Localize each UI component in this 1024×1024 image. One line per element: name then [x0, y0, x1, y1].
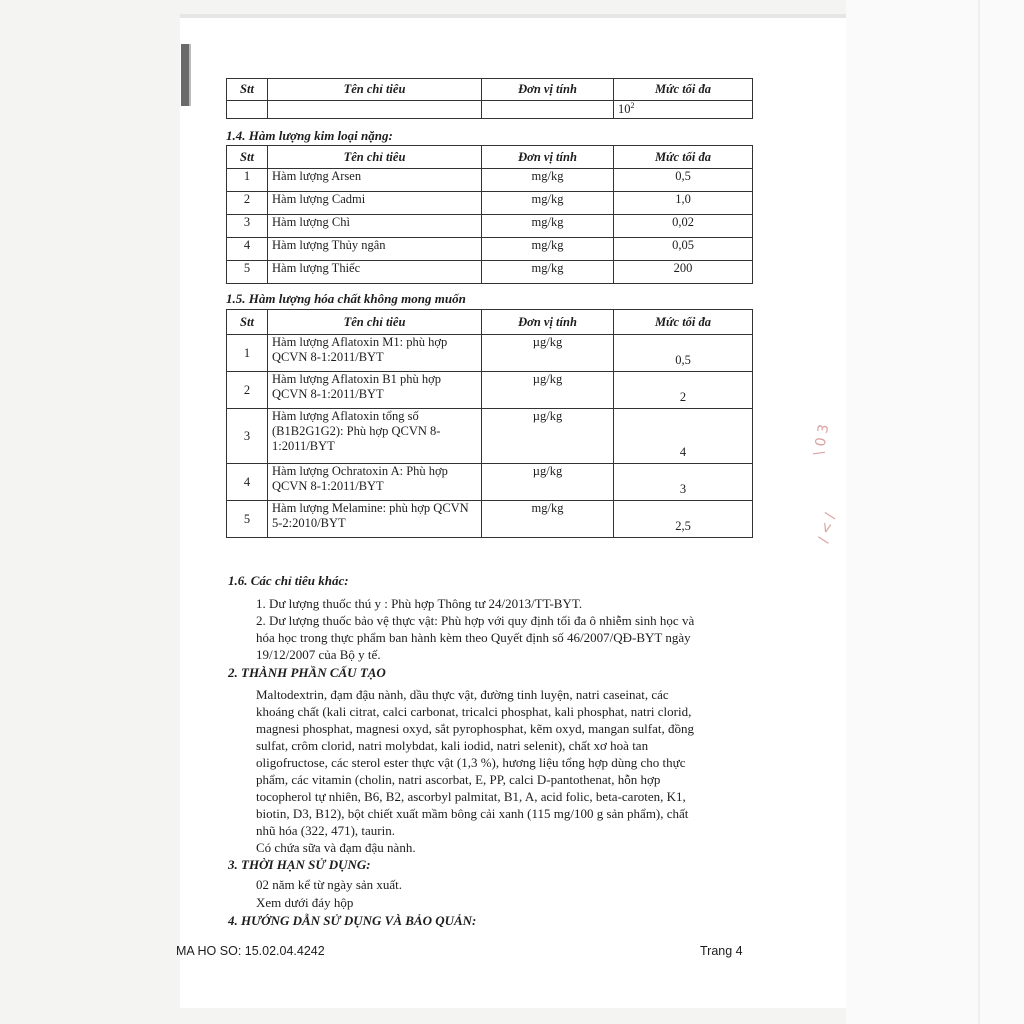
cell-max: 2,5 [614, 501, 753, 538]
cell-unit [482, 101, 614, 119]
cell-stt: 2 [227, 192, 268, 215]
cell-unit: mg/kg [482, 169, 614, 192]
header-unit: Đơn vị tính [482, 310, 614, 335]
table-row [227, 192, 753, 215]
cell-name: Hàm lượng Thiếc [268, 261, 482, 284]
other-criteria-item-2-line-3: 19/12/2007 của Bộ y tế. [256, 647, 381, 662]
cell-name: Hàm lượng Thủy ngân [268, 238, 482, 261]
scan-edge-line [978, 0, 980, 1024]
shelf-life-line-1: 02 năm kể từ ngày sản xuất. [256, 877, 403, 892]
cell-name: Hàm lượng Melamine: phù hợp QCVN 5-2:2010/BYT [268, 501, 482, 538]
cell-stt [227, 101, 268, 119]
page-number: Trang 4 [700, 944, 743, 958]
header-name: Tên chỉ tiêu [268, 79, 482, 101]
section-4-heading: 4. HƯỚNG DẪN SỬ DỤNG VÀ BẢO QUẢN: [228, 913, 477, 928]
cell-max: 2 [614, 372, 753, 409]
cell-name: Hàm lượng Chì [268, 215, 482, 238]
section-1-6-heading: 1.6. Các chỉ tiêu khác: [228, 573, 349, 588]
cell-stt: 3 [227, 215, 268, 238]
composition-line: tocopherol tự nhiên, B6, B2, ascorbyl palmitat, B1, A, acid folic, beta-caroten, K1, [256, 789, 686, 804]
cell-unit: mg/kg [482, 192, 614, 215]
header-stt: Stt [227, 310, 268, 335]
composition-line: oligofructose, các sterol ester thực vật (1,3 %), hương liệu tổng hợp dùng cho thực [256, 755, 686, 770]
table-row [227, 372, 753, 409]
composition-line: khoáng chất (kali citrat, calci carbonat, tricalci phosphat, kali phosphat, natri clorid, [256, 704, 692, 719]
cell-stt: 4 [227, 464, 268, 501]
cell-name: Hàm lượng Cadmi [268, 192, 482, 215]
composition-line: nhũ hóa (322, 471), taurin. [256, 823, 396, 838]
cell-stt: 1 [227, 335, 268, 372]
microbiology-table-continuation [226, 78, 753, 119]
cell-stt: 5 [227, 261, 268, 284]
table-row [227, 169, 753, 192]
heavy-metals-table [226, 145, 753, 284]
cell-stt: 4 [227, 238, 268, 261]
composition-line: Có chứa sữa và đạm đậu nành. [256, 840, 416, 855]
cell-max: 4 [614, 409, 753, 464]
binder-mark [181, 44, 189, 106]
cell-unit: µg/kg [482, 335, 614, 372]
scan-margin [846, 0, 1024, 1024]
cell-unit: µg/kg [482, 409, 614, 464]
cell-unit: mg/kg [482, 501, 614, 538]
table-row [227, 409, 753, 464]
cell-unit: µg/kg [482, 372, 614, 409]
section-1-4-heading: 1.4. Hàm lượng kim loại nặng: [226, 128, 393, 143]
cell-max [614, 101, 753, 119]
header-stt: Stt [227, 146, 268, 169]
cell-stt: 5 [227, 501, 268, 538]
cell-unit: mg/kg [482, 215, 614, 238]
composition-line: magnesi phosphat, magnesi oxyd, sắt pyrophosphat, kẽm oxyd, mangan sulfat, đồng [256, 721, 694, 736]
red-stamp-mark: \ 0 3 [811, 423, 833, 457]
cell-name: Hàm lượng Aflatoxin tổng số (B1B2G1G2): Phù hợp QCVN 8-1:2011/BYT [268, 409, 482, 464]
table-row [227, 501, 753, 538]
shelf-life-line-2: Xem dưới đáy hộp [256, 895, 354, 910]
header-unit: Đơn vị tính [482, 79, 614, 101]
cell-unit: µg/kg [482, 464, 614, 501]
red-stamp-mark-2: / < / [815, 511, 839, 545]
binder-mark-edge [189, 44, 191, 106]
table-row [227, 238, 753, 261]
cell-unit: mg/kg [482, 238, 614, 261]
cell-name [268, 101, 482, 119]
cell-name: Hàm lượng Aflatoxin B1 phù hợp QCVN 8-1:2011/BYT [268, 372, 482, 409]
cell-stt: 3 [227, 409, 268, 464]
composition-line: biotin, D3, B12), bột chiết xuất mầm bông cải xanh (115 mg/100 g sản phẩm), chất [256, 806, 689, 821]
composition-paragraph [256, 686, 694, 856]
header-max: Mức tối đa [614, 146, 753, 169]
table-row [227, 335, 753, 372]
header-max: Mức tối đa [614, 79, 753, 101]
composition-line: sulfat, crôm clorid, natri molybdat, kali iodid, natri selenit), chất xơ hoà tan [256, 738, 649, 753]
composition-line: Maltodextrin, đạm đậu nành, dầu thực vật, đường tinh luyện, natri caseinat, các [256, 687, 669, 702]
cell-stt: 1 [227, 169, 268, 192]
header-name: Tên chỉ tiêu [268, 310, 482, 335]
composition-line: phẩm, các vitamin (cholin, natri ascorbat, E, PP, calci D-pantothenat, hỗn hợp [256, 772, 661, 787]
table-row [227, 464, 753, 501]
section-2-heading: 2. THÀNH PHẦN CẤU TẠO [228, 665, 386, 680]
cell-unit: mg/kg [482, 261, 614, 284]
cell-max: 0,5 [614, 335, 753, 372]
cell-name: Hàm lượng Arsen [268, 169, 482, 192]
header-stt: Stt [227, 79, 268, 101]
dossier-number: MA HO SO: 15.02.04.4242 [176, 944, 325, 958]
header-unit: Đơn vị tính [482, 146, 614, 169]
max-exponent: 2 [630, 101, 635, 110]
table-row [227, 215, 753, 238]
header-max: Mức tối đa [614, 310, 753, 335]
table-row [227, 261, 753, 284]
other-criteria-item-2-line-2: hóa học trong thực phẩm ban hành kèm theo Quyết định số 46/2007/QĐ-BYT ngày [256, 630, 691, 645]
other-criteria-item-1: 1. Dư lượng thuốc thú y : Phù hợp Thông tư 24/2013/TT-BYT. [256, 596, 583, 611]
cell-max: 1,0 [614, 192, 753, 215]
header-name: Tên chỉ tiêu [268, 146, 482, 169]
cell-max: 200 [614, 261, 753, 284]
cell-stt: 2 [227, 372, 268, 409]
unwanted-chemicals-table [226, 309, 753, 538]
cell-max: 0,02 [614, 215, 753, 238]
section-3-heading: 3. THỜI HẠN SỬ DỤNG: [228, 857, 371, 872]
cell-max: 0,05 [614, 238, 753, 261]
max-base: 10 [618, 102, 631, 117]
cell-max: 3 [614, 464, 753, 501]
cell-name: Hàm lượng Ochratoxin A: Phù hợp QCVN 8-1:2011/BYT [268, 464, 482, 501]
cell-max: 0,5 [614, 169, 753, 192]
cell-name: Hàm lượng Aflatoxin M1: phù hợp QCVN 8-1:2011/BYT [268, 335, 482, 372]
section-1-5-heading: 1.5. Hàm lượng hóa chất không mong muốn [226, 291, 466, 306]
other-criteria-item-2-line-1: 2. Dư lượng thuốc bảo vệ thực vật: Phù hợp với quy định tối đa ô nhiễm sinh học và [256, 613, 695, 628]
